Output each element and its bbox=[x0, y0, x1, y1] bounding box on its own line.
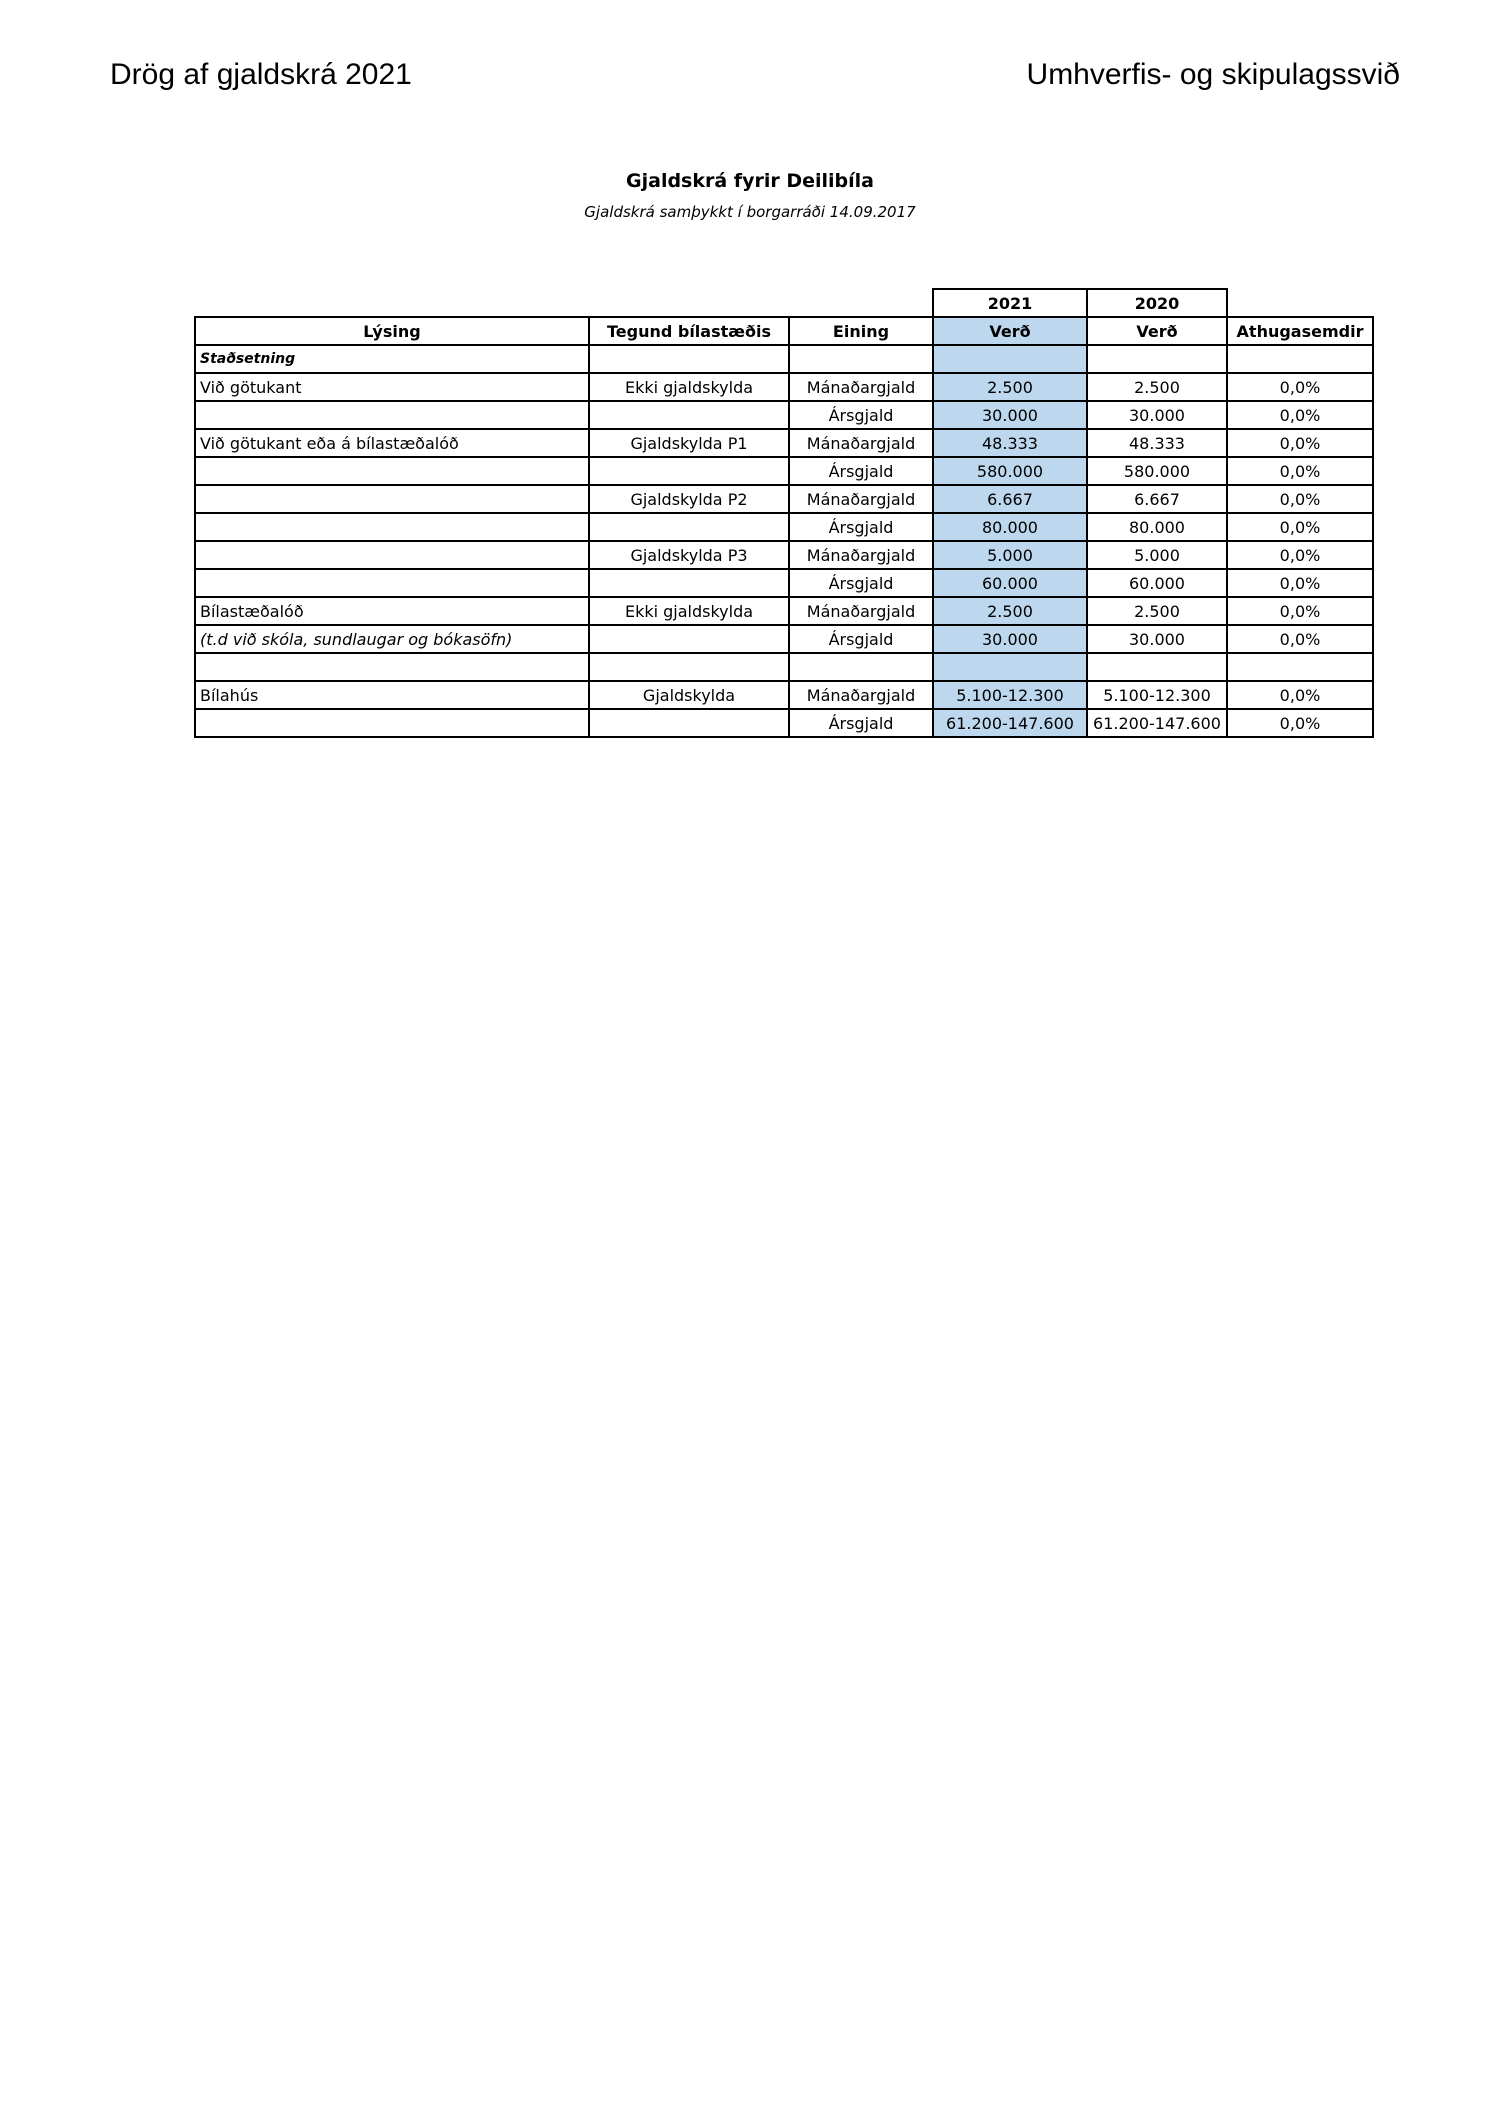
section-row bbox=[195, 345, 1373, 373]
cell-lysing: Við götukant eða á bílastæðalóð bbox=[195, 429, 589, 457]
cell-verd-2021 bbox=[933, 653, 1087, 681]
cell-tegund bbox=[589, 401, 789, 429]
cell-verd-2021: 80.000 bbox=[933, 513, 1087, 541]
table-row bbox=[195, 625, 1373, 653]
empty-cell bbox=[589, 289, 789, 317]
cell-athugasemdir: 0,0% bbox=[1227, 429, 1373, 457]
cell-tegund bbox=[589, 625, 789, 653]
empty-cell bbox=[195, 289, 589, 317]
empty-cell bbox=[1227, 345, 1373, 373]
table-row bbox=[195, 513, 1373, 541]
cell-eining: Ársgjald bbox=[789, 457, 933, 485]
cell-eining: Mánaðargjald bbox=[789, 373, 933, 401]
table-row bbox=[195, 597, 1373, 625]
cell-tegund: Gjaldskylda P1 bbox=[589, 429, 789, 457]
cell-verd-2020: 2.500 bbox=[1087, 373, 1227, 401]
cell-verd-2021: 60.000 bbox=[933, 569, 1087, 597]
cell-eining: Ársgjald bbox=[789, 709, 933, 737]
cell-lysing bbox=[195, 485, 589, 513]
header-left-text: Drög af gjaldskrá 2021 bbox=[110, 58, 412, 91]
cell-verd-2020: 80.000 bbox=[1087, 513, 1227, 541]
cell-tegund: Ekki gjaldskylda bbox=[589, 373, 789, 401]
cell-verd-2020: 5.100-12.300 bbox=[1087, 681, 1227, 709]
table-row bbox=[195, 485, 1373, 513]
cell-verd-2021: 6.667 bbox=[933, 485, 1087, 513]
cell-eining: Ársgjald bbox=[789, 625, 933, 653]
tariff-table bbox=[194, 288, 1374, 738]
column-header-athugasemdir: Athugasemdir bbox=[1227, 317, 1373, 345]
cell-lysing: Bílastæðalóð bbox=[195, 597, 589, 625]
cell-verd-2020: 61.200-147.600 bbox=[1087, 709, 1227, 737]
cell-verd-2021: 2.500 bbox=[933, 373, 1087, 401]
cell-eining bbox=[789, 653, 933, 681]
empty-cell bbox=[789, 289, 933, 317]
column-header-tegund: Tegund bílastæðis bbox=[589, 317, 789, 345]
column-header-lysing: Lýsing bbox=[195, 317, 589, 345]
cell-tegund bbox=[589, 457, 789, 485]
cell-lysing bbox=[195, 541, 589, 569]
cell-eining: Mánaðargjald bbox=[789, 541, 933, 569]
cell-athugasemdir: 0,0% bbox=[1227, 681, 1373, 709]
page-title: Gjaldskrá fyrir Deilibíla bbox=[626, 170, 874, 192]
cell-verd-2021: 5.100-12.300 bbox=[933, 681, 1087, 709]
cell-tegund bbox=[589, 569, 789, 597]
empty-cell bbox=[789, 345, 933, 373]
empty-cell bbox=[1087, 345, 1227, 373]
cell-athugasemdir: 0,0% bbox=[1227, 541, 1373, 569]
cell-verd-2021: 48.333 bbox=[933, 429, 1087, 457]
cell-verd-2020 bbox=[1087, 653, 1227, 681]
cell-eining: Ársgjald bbox=[789, 513, 933, 541]
cell-verd-2021: 5.000 bbox=[933, 541, 1087, 569]
table-row bbox=[195, 709, 1373, 737]
cell-tegund: Gjaldskylda P3 bbox=[589, 541, 789, 569]
year-2021-header: 2021 bbox=[933, 289, 1087, 317]
cell-lysing bbox=[195, 709, 589, 737]
cell-eining: Ársgjald bbox=[789, 401, 933, 429]
column-header-eining: Eining bbox=[789, 317, 933, 345]
cell-tegund bbox=[589, 653, 789, 681]
cell-verd-2020: 6.667 bbox=[1087, 485, 1227, 513]
column-header-row bbox=[195, 317, 1373, 345]
empty-cell bbox=[589, 345, 789, 373]
cell-athugasemdir: 0,0% bbox=[1227, 457, 1373, 485]
cell-eining: Mánaðargjald bbox=[789, 429, 933, 457]
cell-verd-2020: 60.000 bbox=[1087, 569, 1227, 597]
table-row bbox=[195, 653, 1373, 681]
cell-verd-2020: 5.000 bbox=[1087, 541, 1227, 569]
header-right-text: Umhverfis- og skipulagssvið bbox=[1026, 58, 1400, 91]
cell-athugasemdir: 0,0% bbox=[1227, 625, 1373, 653]
cell-tegund: Gjaldskylda P2 bbox=[589, 485, 789, 513]
table-row bbox=[195, 373, 1373, 401]
table-row bbox=[195, 401, 1373, 429]
cell-athugasemdir: 0,0% bbox=[1227, 401, 1373, 429]
cell-lysing bbox=[195, 457, 589, 485]
cell-tegund: Gjaldskylda bbox=[589, 681, 789, 709]
empty-cell bbox=[933, 345, 1087, 373]
cell-athugasemdir: 0,0% bbox=[1227, 485, 1373, 513]
section-label: Staðsetning bbox=[195, 345, 589, 373]
column-header-verd-2020: Verð bbox=[1087, 317, 1227, 345]
cell-lysing bbox=[195, 401, 589, 429]
cell-verd-2021: 30.000 bbox=[933, 401, 1087, 429]
cell-eining: Mánaðargjald bbox=[789, 681, 933, 709]
cell-lysing bbox=[195, 653, 589, 681]
table-row bbox=[195, 429, 1373, 457]
cell-verd-2020: 30.000 bbox=[1087, 625, 1227, 653]
year-header-row bbox=[195, 289, 1373, 317]
cell-verd-2020: 48.333 bbox=[1087, 429, 1227, 457]
cell-tegund bbox=[589, 709, 789, 737]
table-row bbox=[195, 541, 1373, 569]
empty-cell bbox=[1227, 289, 1373, 317]
cell-lysing bbox=[195, 569, 589, 597]
table-row bbox=[195, 569, 1373, 597]
cell-athugasemdir bbox=[1227, 653, 1373, 681]
cell-verd-2020: 580.000 bbox=[1087, 457, 1227, 485]
cell-tegund bbox=[589, 513, 789, 541]
cell-verd-2020: 30.000 bbox=[1087, 401, 1227, 429]
cell-verd-2021: 30.000 bbox=[933, 625, 1087, 653]
cell-eining: Mánaðargjald bbox=[789, 597, 933, 625]
cell-athugasemdir: 0,0% bbox=[1227, 569, 1373, 597]
cell-eining: Ársgjald bbox=[789, 569, 933, 597]
cell-athugasemdir: 0,0% bbox=[1227, 597, 1373, 625]
cell-verd-2021: 2.500 bbox=[933, 597, 1087, 625]
cell-eining: Mánaðargjald bbox=[789, 485, 933, 513]
table-row bbox=[195, 681, 1373, 709]
year-2020-header: 2020 bbox=[1087, 289, 1227, 317]
cell-lysing: Bílahús bbox=[195, 681, 589, 709]
tariff-table-body bbox=[195, 289, 1373, 737]
cell-lysing bbox=[195, 513, 589, 541]
cell-verd-2020: 2.500 bbox=[1087, 597, 1227, 625]
cell-lysing: (t.d við skóla, sundlaugar og bókasöfn) bbox=[195, 625, 589, 653]
cell-tegund: Ekki gjaldskylda bbox=[589, 597, 789, 625]
cell-verd-2021: 61.200-147.600 bbox=[933, 709, 1087, 737]
cell-lysing: Við götukant bbox=[195, 373, 589, 401]
cell-athugasemdir: 0,0% bbox=[1227, 709, 1373, 737]
cell-athugasemdir: 0,0% bbox=[1227, 513, 1373, 541]
cell-verd-2021: 580.000 bbox=[933, 457, 1087, 485]
table-row bbox=[195, 457, 1373, 485]
column-header-verd-2021: Verð bbox=[933, 317, 1087, 345]
cell-athugasemdir: 0,0% bbox=[1227, 373, 1373, 401]
page-subtitle: Gjaldskrá samþykkt í borgarráði 14.09.2017 bbox=[584, 203, 916, 221]
